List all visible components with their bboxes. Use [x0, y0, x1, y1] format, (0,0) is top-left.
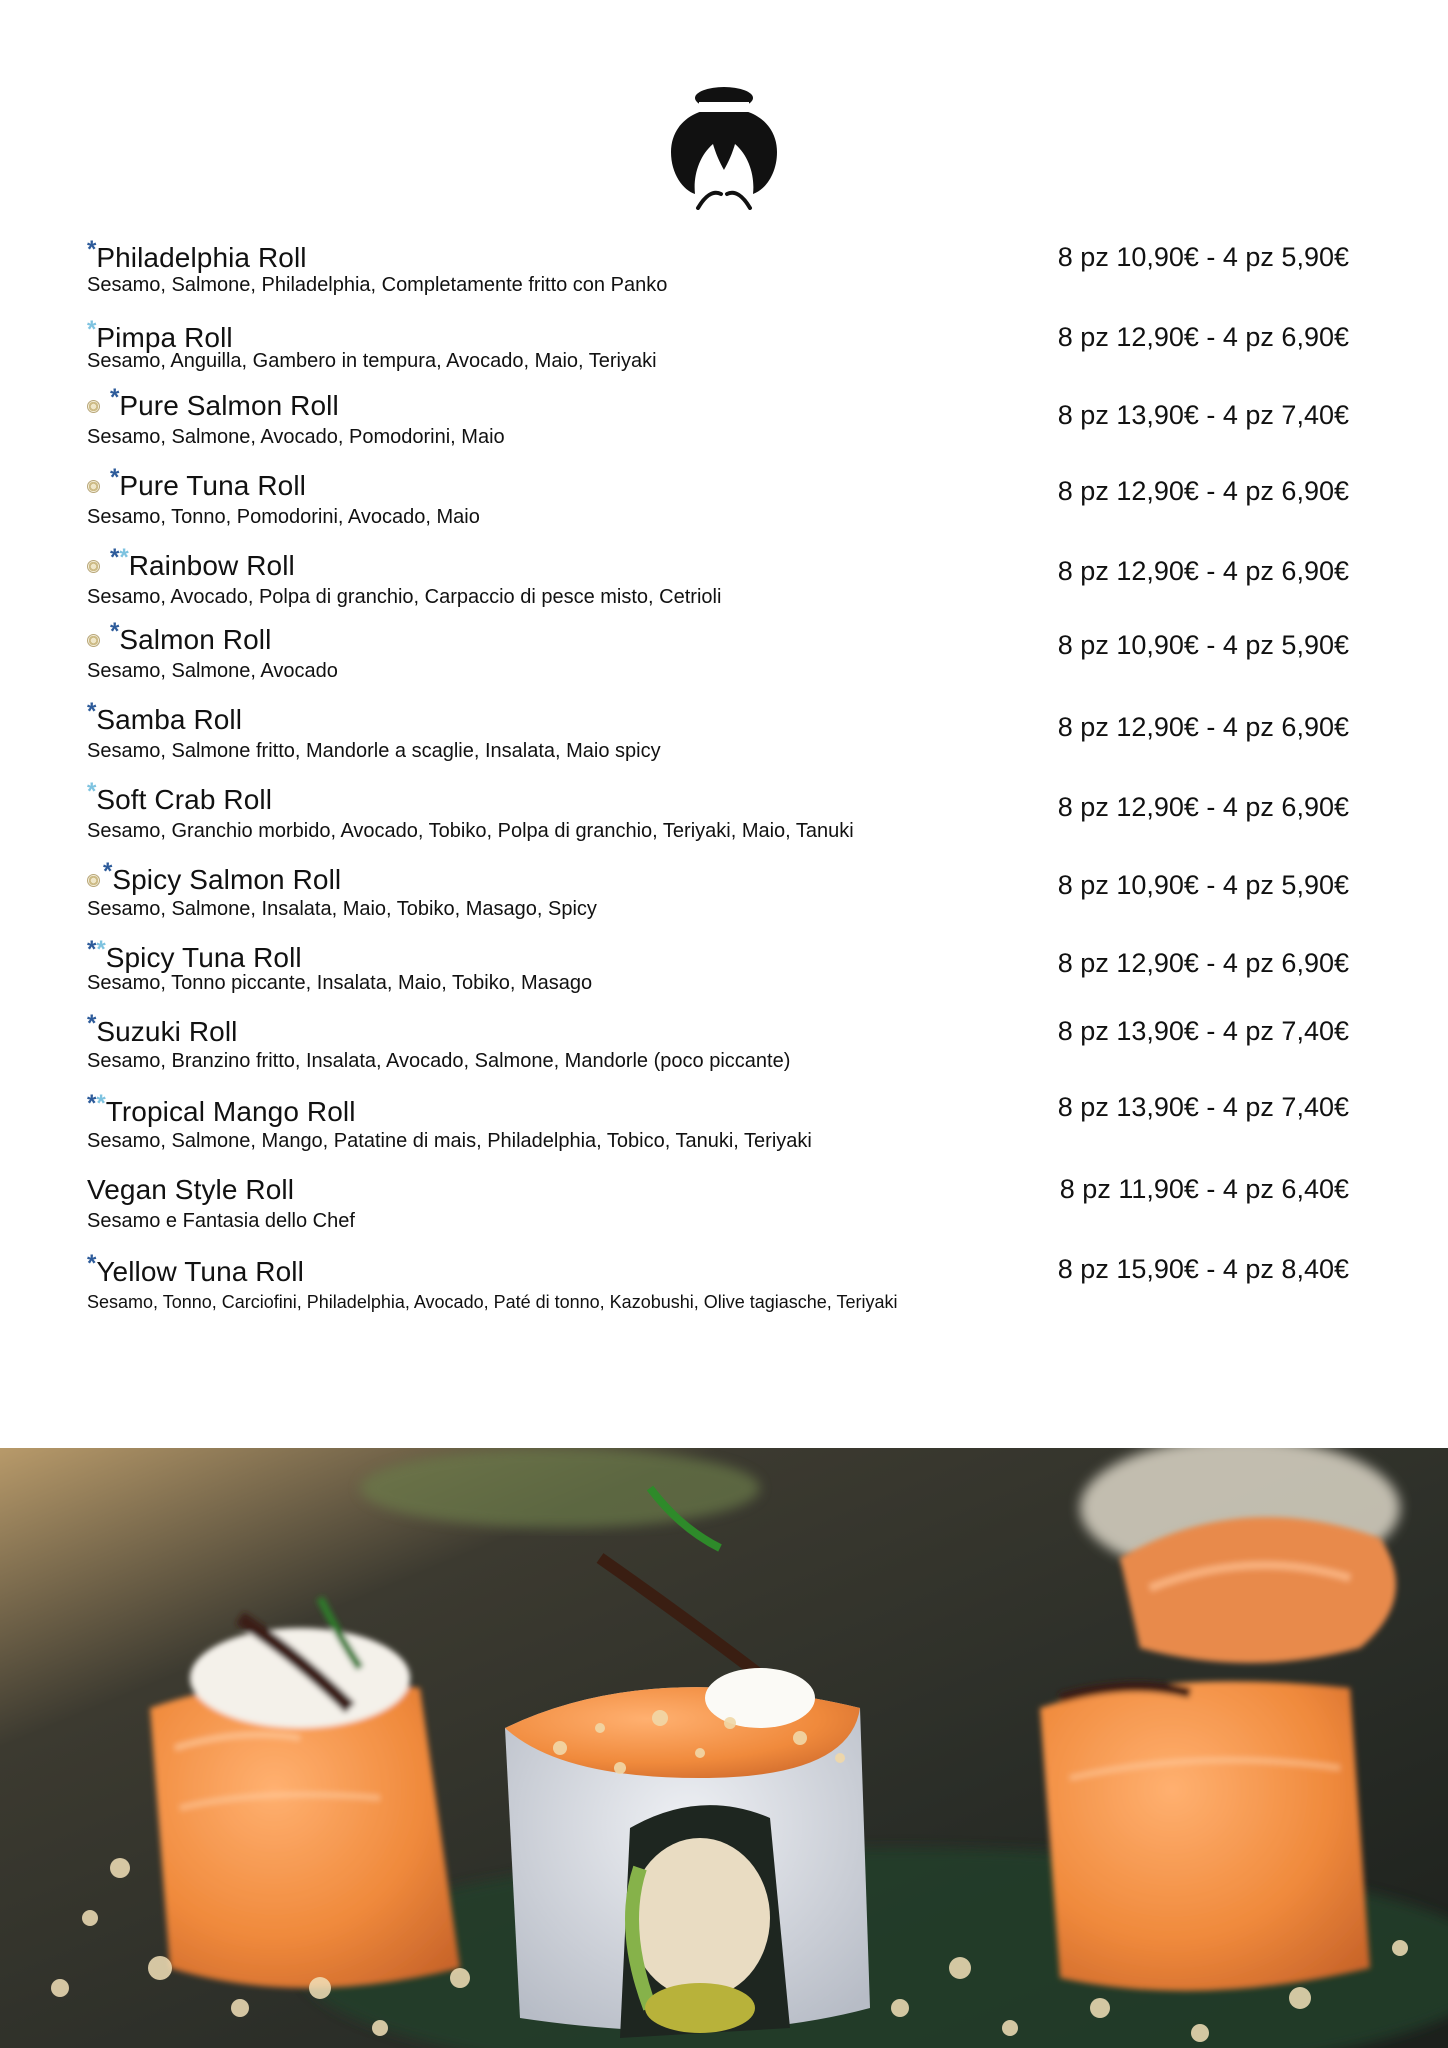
- menu-item: [87, 1092, 1349, 1162]
- star-icon: *: [96, 1090, 106, 1117]
- menu-item: [87, 620, 1349, 690]
- menu-item: [87, 466, 1349, 536]
- item-name-line: [87, 780, 272, 814]
- item-price: 8 pz 12,90€ - 4 pz 6,90€: [1057, 556, 1349, 586]
- item-price: 8 pz 10,90€ - 4 pz 5,90€: [1057, 630, 1349, 660]
- item-name-line: [87, 1252, 304, 1286]
- star-icon: *: [87, 1010, 97, 1037]
- star-icon: *: [110, 618, 120, 645]
- nut-allergen-icon: [87, 560, 100, 573]
- item-price: 8 pz 12,90€ - 4 pz 6,90€: [1057, 322, 1349, 352]
- item-name-line: [87, 860, 341, 894]
- item-price: 8 pz 10,90€ - 4 pz 5,90€: [1057, 242, 1349, 272]
- item-name-line: [87, 700, 242, 734]
- item-name-line: [87, 938, 302, 972]
- star-icon: *: [110, 384, 120, 411]
- menu-item: [87, 238, 1349, 308]
- item-description: Sesamo, Salmone, Philadelphia, Completamente fritto con Panko: [87, 274, 668, 296]
- item-name-line: [87, 1012, 238, 1046]
- item-price: 8 pz 12,90€ - 4 pz 6,90€: [1057, 792, 1349, 822]
- star-icon: *: [110, 464, 120, 491]
- item-description: Sesamo, Tonno, Pomodorini, Avocado, Maio: [87, 506, 480, 528]
- item-name: Philadelphia Roll: [96, 242, 307, 273]
- item-price: 8 pz 13,90€ - 4 pz 7,40€: [1057, 1092, 1349, 1122]
- item-name-line: [87, 466, 306, 500]
- item-name: Soft Crab Roll: [96, 784, 273, 815]
- item-name: Spicy Salmon Roll: [112, 864, 342, 895]
- item-name: Vegan Style Roll: [87, 1174, 295, 1205]
- sushi-rolls-photo: [0, 1448, 1448, 2048]
- menu-item: [87, 860, 1349, 930]
- item-name-line: [87, 1092, 356, 1126]
- item-price: 8 pz 12,90€ - 4 pz 6,90€: [1057, 476, 1349, 506]
- menu-item: [87, 938, 1349, 1008]
- item-name-line: [87, 546, 295, 580]
- item-name: Spicy Tuna Roll: [105, 942, 302, 973]
- item-price: 8 pz 11,90€ - 4 pz 6,40€: [1059, 1174, 1349, 1204]
- star-icon: *: [87, 698, 97, 725]
- star-icon: *: [87, 236, 97, 263]
- item-description: Sesamo, Avocado, Polpa di granchio, Carpaccio di pesce misto, Cetrioli: [87, 586, 722, 608]
- nut-allergen-icon: [87, 874, 100, 887]
- menu-item: [87, 318, 1349, 388]
- item-name-line: [87, 318, 233, 352]
- item-price: 8 pz 13,90€ - 4 pz 7,40€: [1057, 400, 1349, 430]
- item-name-line: [87, 386, 339, 420]
- menu-item: [87, 1174, 1349, 1244]
- item-name-line: [87, 1174, 294, 1208]
- item-description: Sesamo, Branzino fritto, Insalata, Avocado, Salmone, Mandorle (poco piccante): [87, 1050, 791, 1072]
- item-name: Yellow Tuna Roll: [96, 1256, 304, 1287]
- item-name: Salmon Roll: [119, 624, 272, 655]
- item-description: Sesamo, Salmone, Insalata, Maio, Tobiko, Masago, Spicy: [87, 898, 597, 920]
- item-description: Sesamo, Salmone, Mango, Patatine di mais, Philadelphia, Tobico, Tanuki, Teriyaki: [87, 1130, 812, 1152]
- item-price: 8 pz 12,90€ - 4 pz 6,90€: [1057, 712, 1349, 742]
- nut-allergen-icon: [87, 480, 100, 493]
- item-description: Sesamo, Anguilla, Gambero in tempura, Avocado, Maio, Teriyaki: [87, 350, 657, 372]
- menu-item: [87, 386, 1349, 456]
- item-name: Pure Tuna Roll: [119, 470, 306, 501]
- item-name: Samba Roll: [96, 704, 243, 735]
- item-description: Sesamo, Salmone, Avocado: [87, 660, 338, 682]
- item-price: 8 pz 10,90€ - 4 pz 5,90€: [1057, 870, 1349, 900]
- item-name: Rainbow Roll: [128, 550, 295, 581]
- star-icon: *: [96, 936, 106, 963]
- nut-allergen-icon: [87, 634, 100, 647]
- item-price: 8 pz 12,90€ - 4 pz 6,90€: [1057, 948, 1349, 978]
- star-icon: *: [110, 544, 120, 571]
- item-name: Pimpa Roll: [96, 322, 233, 353]
- star-icon: *: [119, 544, 129, 571]
- item-name: Pure Salmon Roll: [119, 390, 339, 421]
- menu-item: [87, 700, 1349, 770]
- nut-allergen-icon: [87, 400, 100, 413]
- item-description: Sesamo, Tonno, Carciofini, Philadelphia, Avocado, Paté di tonno, Kazobushi, Olive tagiasche, Teriyaki: [87, 1292, 898, 1312]
- item-name-line: [87, 238, 307, 272]
- star-icon: *: [87, 1250, 97, 1277]
- menu-item: [87, 780, 1349, 850]
- star-icon: *: [87, 1090, 97, 1117]
- menu-item: [87, 546, 1349, 616]
- item-name: Suzuki Roll: [96, 1016, 238, 1047]
- item-name: Tropical Mango Roll: [105, 1096, 356, 1127]
- menu-item: [87, 1012, 1349, 1082]
- star-icon: *: [87, 936, 97, 963]
- star-icon: *: [87, 778, 97, 805]
- item-description: Sesamo, Salmone fritto, Mandorle a scaglie, Insalata, Maio spicy: [87, 740, 661, 762]
- item-name-line: [87, 620, 271, 654]
- item-price: 8 pz 13,90€ - 4 pz 7,40€: [1057, 1016, 1349, 1046]
- item-description: Sesamo, Salmone, Avocado, Pomodorini, Maio: [87, 426, 505, 448]
- item-price: 8 pz 15,90€ - 4 pz 8,40€: [1057, 1254, 1349, 1284]
- item-description: Sesamo, Granchio morbido, Avocado, Tobiko, Polpa di granchio, Teriyaki, Maio, Tanuki: [87, 820, 854, 842]
- item-description: Sesamo, Tonno piccante, Insalata, Maio, Tobiko, Masago: [87, 972, 593, 994]
- menu-item: [87, 1252, 1349, 1322]
- star-icon: *: [103, 858, 113, 885]
- item-description: Sesamo e Fantasia dello Chef: [87, 1210, 355, 1232]
- star-icon: *: [87, 316, 97, 343]
- geisha-head-icon: [665, 86, 783, 210]
